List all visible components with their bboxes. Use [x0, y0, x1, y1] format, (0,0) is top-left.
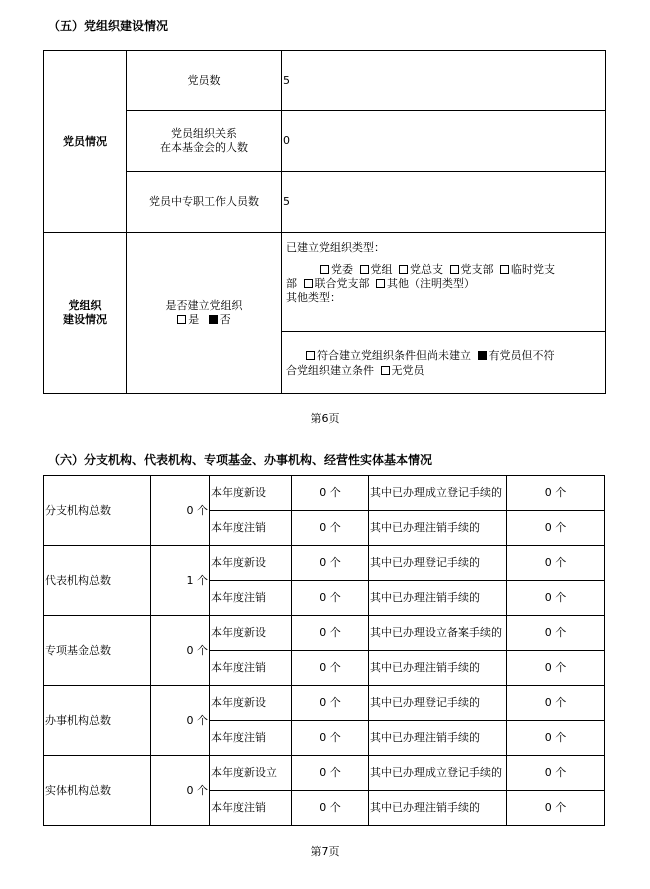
type-checkbox-other[interactable]: [376, 279, 385, 288]
party-member-count-value: 5: [282, 51, 606, 111]
institution-type-label: 代表机构总数: [44, 546, 151, 616]
institution-total: 0 个: [151, 476, 210, 546]
institution-total: 0 个: [151, 616, 210, 686]
table-row: [44, 616, 605, 651]
table-row: [44, 756, 605, 791]
period-label: 本年度注销: [210, 791, 292, 826]
condition-checkbox-no-members[interactable]: [381, 366, 390, 375]
table-row: [44, 476, 605, 511]
fulltime-party-count-label: 党员中专职工作人员数: [127, 172, 282, 233]
period-count: 0 个: [292, 651, 369, 686]
procedure-count: 0 个: [507, 651, 605, 686]
party-building-table: [43, 50, 606, 394]
period-label: 本年度注销: [210, 511, 292, 546]
party-relation-count-label: 党员组织关系 在本基金会的人数: [127, 111, 282, 172]
party-types-cell: [282, 233, 606, 332]
procedure-label: 其中已办理成立登记手续的: [369, 756, 507, 791]
procedure-label: 其中已办理注销手续的: [369, 651, 507, 686]
party-members-label: 党员情况: [44, 51, 127, 233]
procedure-label: 其中已办理注销手续的: [369, 511, 507, 546]
period-count: 0 个: [292, 511, 369, 546]
type-checkbox-temporary-branch[interactable]: [500, 265, 509, 274]
period-count: 0 个: [292, 686, 369, 721]
type-checkbox-branch[interactable]: [450, 265, 459, 274]
condition-checkbox-not-built[interactable]: [306, 351, 315, 360]
section5-heading: （五）党组织建设情况: [48, 19, 169, 33]
procedure-label: 其中已办理成立登记手续的: [369, 476, 507, 511]
period-label: 本年度新设立: [210, 756, 292, 791]
procedure-label: 其中已办理注销手续的: [369, 581, 507, 616]
institution-type-label: 实体机构总数: [44, 756, 151, 826]
no-label: 否: [219, 313, 231, 326]
period-count: 0 个: [292, 721, 369, 756]
institution-total: 0 个: [151, 686, 210, 756]
procedure-label: 其中已办理登记手续的: [369, 546, 507, 581]
table-row: [44, 546, 605, 581]
procedure-label: 其中已办理注销手续的: [369, 721, 507, 756]
fulltime-party-count-value: 5: [282, 172, 606, 233]
type-checkbox-general-branch[interactable]: [399, 265, 408, 274]
procedure-label: 其中已办理注销手续的: [369, 791, 507, 826]
period-count: 0 个: [292, 616, 369, 651]
party-established-cell: [127, 233, 282, 394]
institution-type-label: 办事机构总数: [44, 686, 151, 756]
party-conditions-cell: 符合建立党组织条件但尚未建立 有党员但不符 合党组织建立条件 无党员: [282, 332, 606, 394]
procedure-count: 0 个: [507, 546, 605, 581]
period-label: 本年度新设: [210, 686, 292, 721]
page-number-7: 第7页: [310, 845, 340, 858]
party-building-label: 党组织 建设情况: [44, 233, 127, 394]
period-label: 本年度注销: [210, 651, 292, 686]
period-count: 0 个: [292, 546, 369, 581]
party-relation-count-value: 0: [282, 111, 606, 172]
period-label: 本年度新设: [210, 546, 292, 581]
procedure-count: 0 个: [507, 616, 605, 651]
party-member-count-label: 党员数: [127, 51, 282, 111]
procedure-count: 0 个: [507, 511, 605, 546]
type-checkbox-joint-branch[interactable]: [304, 279, 313, 288]
procedure-count: 0 个: [507, 686, 605, 721]
no-checkbox[interactable]: [209, 315, 218, 324]
period-label: 本年度注销: [210, 721, 292, 756]
procedure-count: 0 个: [507, 756, 605, 791]
procedure-count: 0 个: [507, 581, 605, 616]
branch-institutions-table: [43, 475, 605, 826]
condition-checkbox-not-qualified[interactable]: [478, 351, 487, 360]
procedure-label: 其中已办理设立备案手续的: [369, 616, 507, 651]
period-label: 本年度注销: [210, 581, 292, 616]
institution-total: 1 个: [151, 546, 210, 616]
other-types-label: 其他类型：: [286, 291, 341, 304]
period-label: 本年度新设: [210, 476, 292, 511]
party-types-title: 已建立党组织类型：: [286, 241, 385, 254]
procedure-count: 0 个: [507, 476, 605, 511]
period-label: 本年度新设: [210, 616, 292, 651]
party-established-question: 是否建立党组织: [165, 299, 243, 312]
institution-type-label: 分支机构总数: [44, 476, 151, 546]
type-checkbox-party-committee[interactable]: [320, 265, 329, 274]
yes-checkbox[interactable]: [177, 315, 186, 324]
party-type-options-line1: 党委 党组 党总支 党支部 临时党支: [286, 263, 601, 277]
institution-type-label: 专项基金总数: [44, 616, 151, 686]
procedure-label: 其中已办理登记手续的: [369, 686, 507, 721]
period-count: 0 个: [292, 476, 369, 511]
type-checkbox-party-group[interactable]: [360, 265, 369, 274]
period-count: 0 个: [292, 581, 369, 616]
party-type-options-line2: 部 联合党支部 其他（注明类型）: [286, 277, 475, 290]
table-row: [44, 686, 605, 721]
page-number-6: 第6页: [310, 412, 340, 425]
procedure-count: 0 个: [507, 721, 605, 756]
yes-label: 是: [188, 313, 200, 326]
procedure-count: 0 个: [507, 791, 605, 826]
institution-total: 0 个: [151, 756, 210, 826]
section6-heading: （六）分支机构、代表机构、专项基金、办事机构、经营性实体基本情况: [48, 453, 433, 467]
period-count: 0 个: [292, 791, 369, 826]
period-count: 0 个: [292, 756, 369, 791]
